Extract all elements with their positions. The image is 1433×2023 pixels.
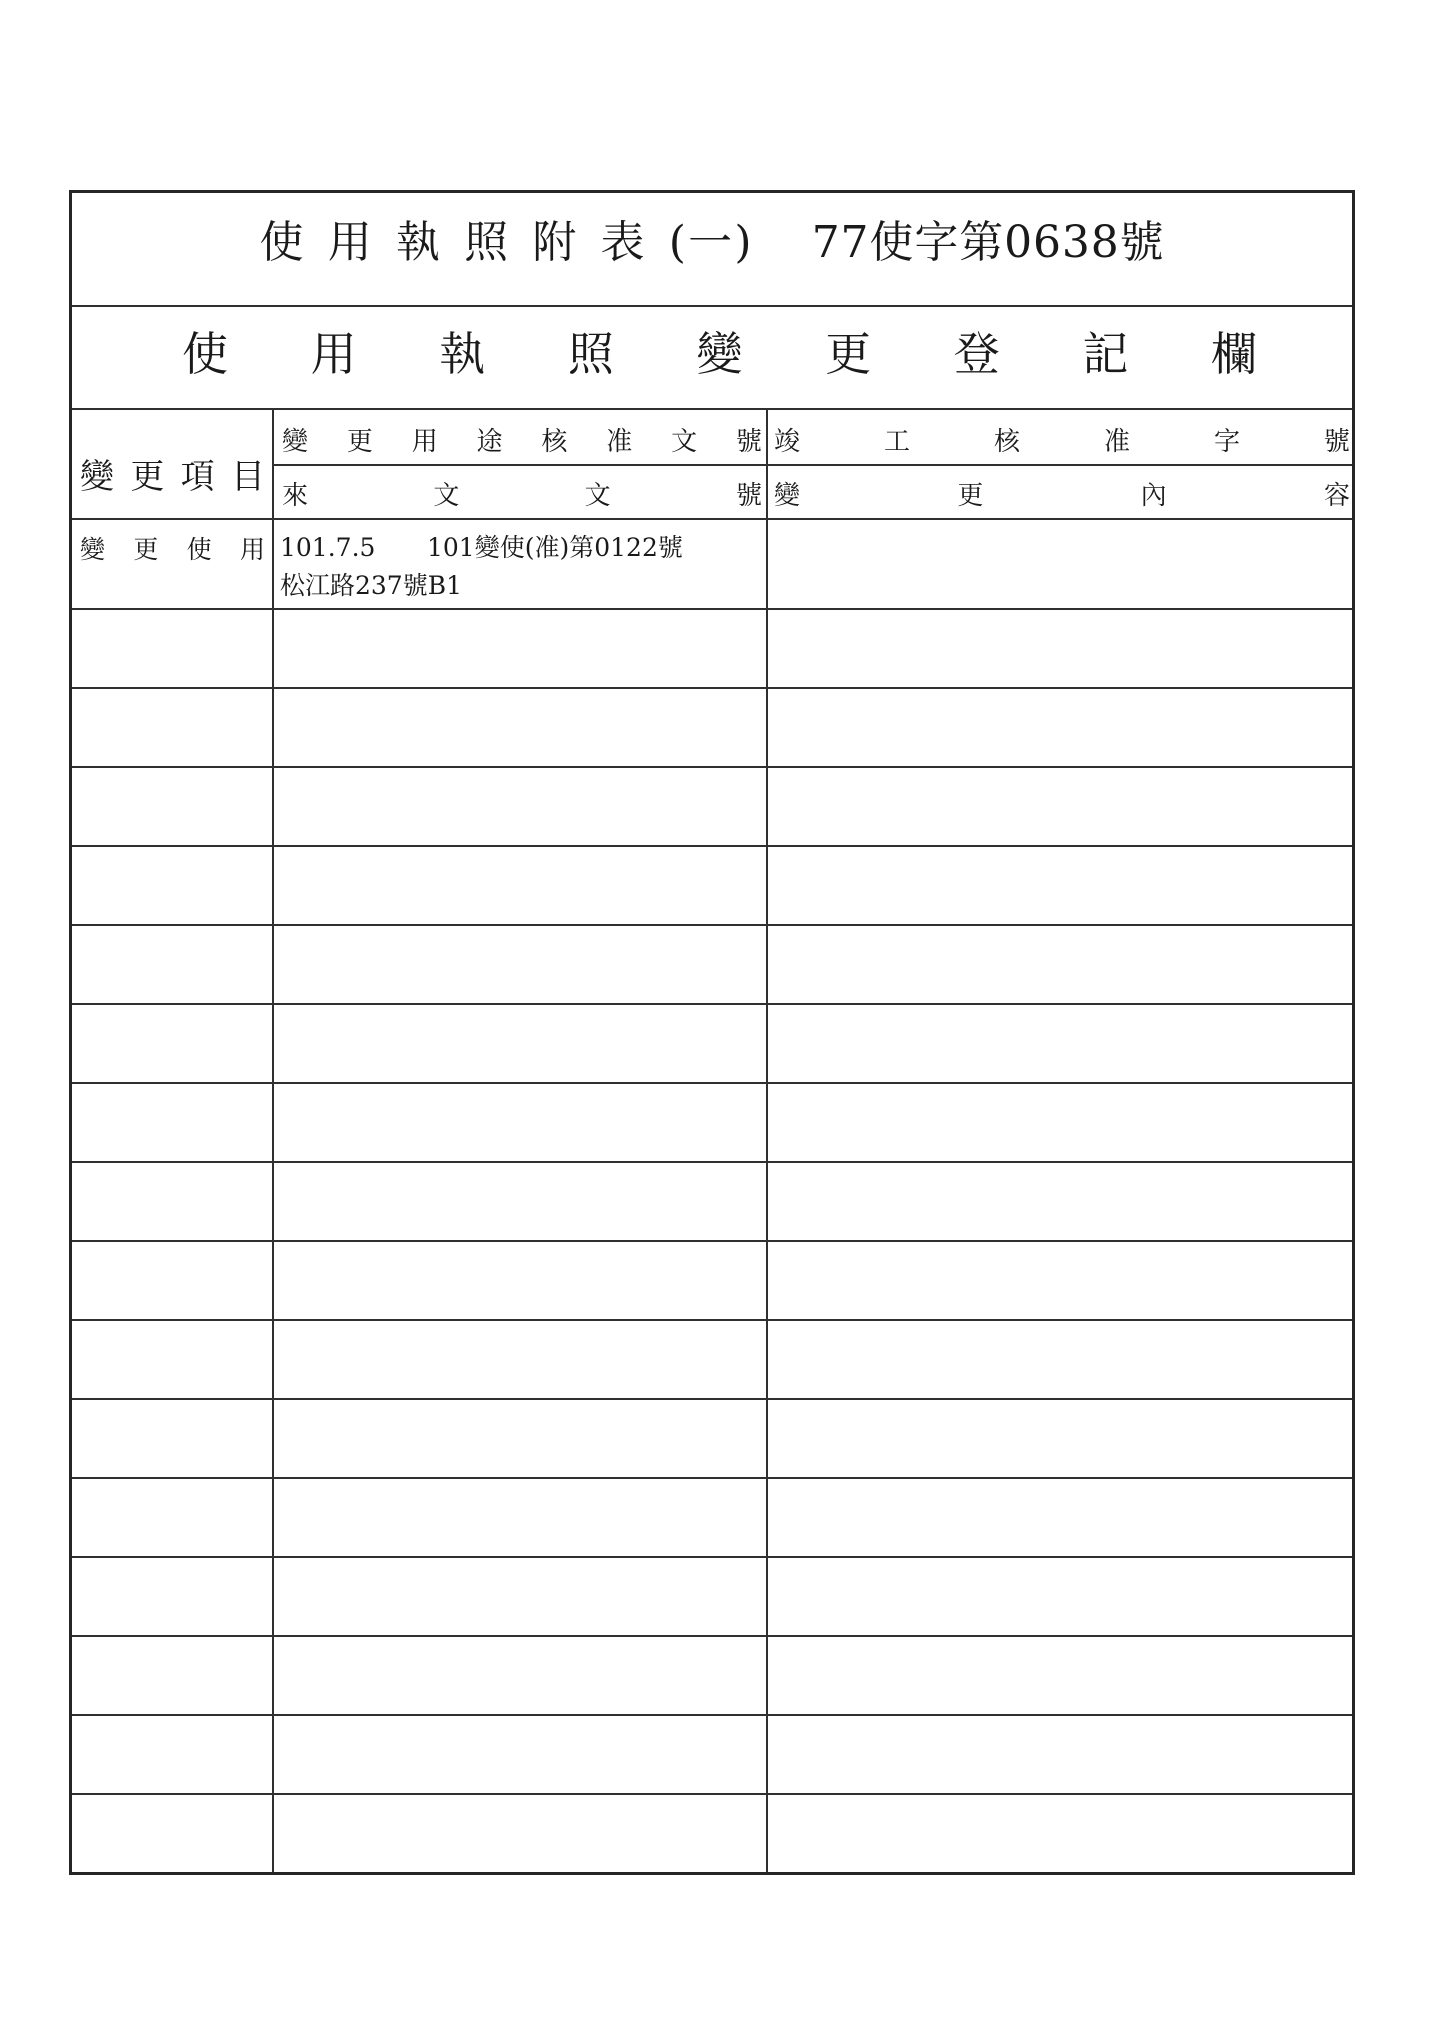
row-divider: [72, 608, 1352, 610]
registration-form: [69, 190, 1355, 1875]
header-incoming-doc: 來 文 文 號: [282, 480, 762, 511]
column-divider: [766, 408, 768, 1872]
row-divider: [72, 845, 1352, 847]
row-divider: [72, 766, 1352, 768]
subtitle-char: 更: [825, 327, 872, 381]
subtitle-char: 用: [310, 327, 357, 381]
subtitle-char: 登: [953, 327, 1000, 381]
title-paren: (一): [668, 217, 754, 268]
row-divider: [72, 1477, 1352, 1479]
row-date: 101.7.5: [280, 533, 376, 562]
subtitle-char: 欄: [1211, 327, 1257, 381]
subtitle-char: 變: [696, 327, 743, 381]
row-divider: [72, 1714, 1352, 1716]
row-divider: [72, 687, 1352, 689]
header-approval-doc: 變 更 用 途 核 准 文 號: [282, 426, 762, 457]
row-divider: [72, 1003, 1352, 1005]
column-divider: [272, 408, 274, 1872]
form-title: [72, 213, 1352, 273]
subtitle-char: 執: [439, 327, 486, 381]
row-document-number: 101變使(准)第0122號: [427, 533, 683, 562]
row-divider: [72, 1319, 1352, 1321]
section-title: [182, 321, 1257, 381]
header-change-item: 變 更 項 目: [80, 456, 265, 497]
row-divider: [72, 1556, 1352, 1558]
row-item-change-use: 變 更 使 用: [80, 535, 265, 564]
subtitle-char: 使: [182, 327, 228, 381]
header-bottom-divider: [72, 518, 1352, 520]
header-inner-divider: [273, 464, 1352, 466]
row-divider: [72, 1082, 1352, 1084]
divider: [72, 408, 1352, 410]
license-number: 77使字第0638號: [811, 217, 1165, 268]
subtitle-char: 記: [1082, 327, 1129, 381]
header-change-content: 變 更 內 容: [774, 480, 1350, 511]
row-address: 松江路237號B1: [280, 571, 462, 600]
subtitle-char: 照: [567, 327, 614, 381]
row-divider: [72, 1635, 1352, 1637]
divider: [72, 305, 1352, 307]
row-divider: [72, 1398, 1352, 1400]
header-completion-no: 竣 工 核 准 字 號: [774, 426, 1350, 457]
row-divider: [72, 1793, 1352, 1795]
row-divider: [72, 1240, 1352, 1242]
row-divider: [72, 1161, 1352, 1163]
title-main: 使用執照附表: [259, 217, 669, 268]
row-divider: [72, 924, 1352, 926]
